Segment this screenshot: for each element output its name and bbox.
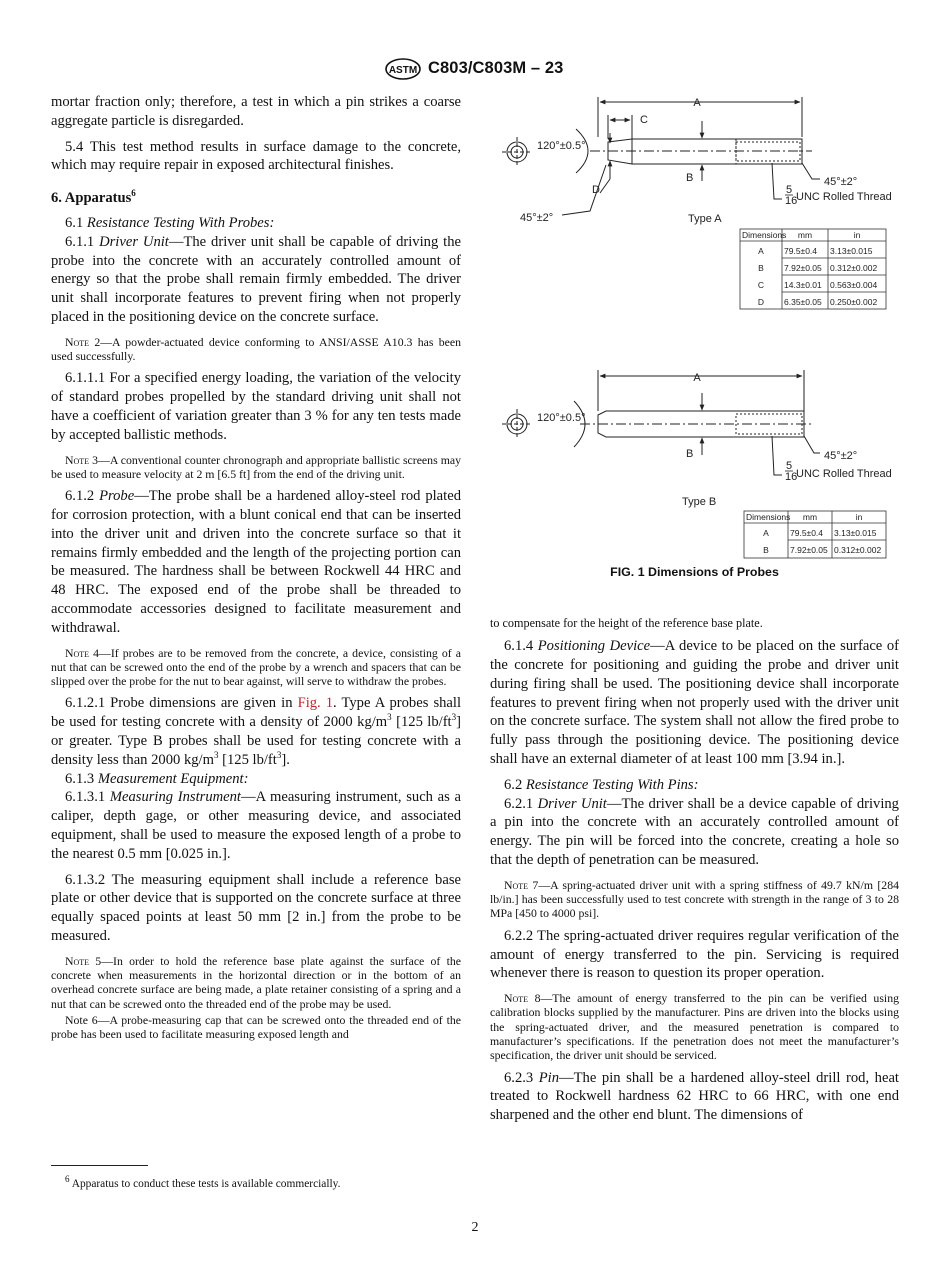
page-number: 2 [471, 1220, 479, 1235]
angle-label-120-a: 120°±0.5° [537, 140, 586, 152]
paragraph-6-1-1-1: 6.1.1.1 For a specified energy loading, the variation of the velocity of standard probes propelled by the standard driving unit shall not have a coefficient of variation greater than 3 % for any ten tests made by accepted ballistic methods. [51, 370, 461, 443]
section-6-heading: 6. Apparatus$^6$ [51, 188, 136, 207]
paragraph-6-1: 6.1 Resistance Testing With Probes: [65, 214, 275, 231]
paragraph-5-4: 5.4 This test method results in surface damage to the concrete, which may require repair in exposed architectural finishes. [51, 138, 461, 174]
angle-label-120-b: 120°±0.5° [537, 412, 586, 424]
svg-text:ASTM: ASTM [388, 65, 418, 76]
dim-label-b-b: B [686, 448, 694, 460]
thread-fraction-num-a: 5 [786, 184, 793, 196]
thread-label-b: UNC Rolled Thread [796, 468, 892, 480]
note-4: Note 4—If probes are to be removed from the concrete, a device, consisting of a nut that can be screwed onto the end of the probe by a wrench and spacers that can be slipped over the probe for the nut to bear against, will serve to withdraw the probes. [51, 645, 461, 689]
note-2: Note 2—A powder-actuated device conforming to ANSI/ASSE A10.3 has been used successfully. [51, 334, 461, 364]
svg-text:79.5±0.4: 79.5±0.4 [784, 246, 818, 256]
svg-text:A: A [763, 528, 769, 538]
paragraph-6-2-1: 6.2.1 Driver Unit—The driver shall be a device capable of driving a pin into the concrete with an accurately controlled amount of energy. The pin will be forced into the concrete, creating a hole so that the depth of penetration can be measured. [490, 795, 899, 869]
svg-text:6.35±0.05: 6.35±0.05 [784, 297, 822, 307]
paragraph-6-1-3-1: 6.1.3.1 Measuring Instrument—A measuring instrument, such as a caliper, depth gage, or other measuring device, and associated equipment, shall be used to measure the exposed length of a probe to the nearest 0.5 mm [0.025 in.]. [51, 789, 461, 862]
svg-text:3.13±0.015: 3.13±0.015 [830, 246, 873, 256]
svg-text:0.312±0.002: 0.312±0.002 [830, 263, 878, 273]
fig-1-link[interactable]: Fig. 1 [297, 695, 334, 712]
angle-label-45-b: 45°±2° [824, 450, 858, 462]
paragraph-6-1-3: 6.1.3 Measurement Equipment: [65, 770, 249, 787]
paragraph-6-2-2: 6.2.2 The spring-actuated driver requires regular verification of the amount of energy transferred to the pin. Servicing is required whenever there is reason to question its proper operation. [490, 927, 899, 982]
svg-text:Dimensions: Dimensions [746, 512, 791, 522]
note-8: Note 8—The amount of energy transferred to the pin can be verified using calibration blocks supplied by the manufacturer. Pins are driven into the blocks using the spring-actuated driver, and the measured penetration is compared to manufacturer’s specifications. If the penetration does not meet the manufacturer’s specification, the driver unit should be serviced. [490, 991, 899, 1063]
svg-text:14.3±0.01: 14.3±0.01 [784, 280, 822, 290]
type-a-dimensions-table [740, 229, 886, 309]
note-5: Note 5—In order to hold the reference base plate against the surface of the concrete when measurements in the horizontal direction or in the bottom of an overhead concrete surface are being made, a plate retainer consisting of a spring and a nut that can be screwed onto the threaded end of the probe may be used. [51, 953, 462, 1011]
svg-text:mm: mm [797, 230, 813, 240]
footnote-ref-6[interactable]: 6 [131, 188, 136, 199]
dim-label-b: B [686, 172, 694, 184]
footnote-6: $^6$ Apparatus to conduct these tests is available commercially. [65, 1174, 341, 1190]
type-b-label: Type B [682, 496, 717, 508]
thread-label-a: UNC Rolled Thread [796, 191, 892, 203]
svg-text:in: in [853, 230, 861, 240]
page-header [0, 58, 950, 82]
svg-text:D: D [757, 297, 765, 307]
svg-text:0.312±0.002: 0.312±0.002 [834, 545, 882, 555]
angle-label-45-right-a: 45°±2° [824, 176, 858, 188]
svg-text:Dimensions: Dimensions [742, 230, 787, 240]
paragraph-continuation-right: to compensate for the height of the reference base plate. [490, 616, 763, 630]
thread-fraction-num-b: 5 [786, 460, 793, 472]
thread-fraction-den-b: 16 [785, 471, 798, 483]
svg-text:A: A [758, 246, 764, 256]
angle-label-45-left-a: 45°±2° [520, 212, 554, 224]
svg-text:B: B [758, 263, 764, 273]
dim-label-a-b: A [693, 372, 701, 384]
astm-logo-icon [384, 58, 422, 80]
svg-text:0.250±0.002: 0.250±0.002 [830, 297, 878, 307]
note-3: Note 3—A conventional counter chronograph and appropriate ballistic screens may be used to measure velocity at 2 m [6.5 ft] from the end of the driving unit. [51, 452, 462, 481]
paragraph-6-1-3-2: 6.1.3.2 The measuring equipment shall include a reference base plate or other device that is supported on the concrete surface at three equally spaced points at least 50 mm [2 in.] from the probe to be measured. [51, 871, 461, 944]
figure-1 [490, 93, 899, 593]
note-7: Note 7—A spring-actuated driver unit with a spring stiffness of 49.7 kN/m [284 lb/in.] has been successfully used to test concrete with strength in the range of 3 to 28 MPa [450 to 4000 psi]. [490, 877, 900, 921]
thread-fraction-den-a: 16 [785, 195, 798, 207]
figure-1-caption: FIG. 1 Dimensions of Probes [610, 565, 779, 579]
paragraph-6-2-3: 6.2.3 Pin—The pin shall be a hardened alloy-steel drill rod, heat treated to Rockwell hardness 62 HRC to 66 HRC, with one end sharpened and the other end blunt. The dimensions of [490, 1069, 899, 1124]
footnote-divider [51, 1165, 148, 1166]
paragraph-6-1-4: 6.1.4 Positioning Device—A device to be placed on the surface of the concrete for positioning and guiding the probe and driver unit during firing shall be used. The positioning device shall incorporate features to prevent firing when not properly used with the driver unit on the concrete surface. The system shall not allow the fired probe to fully pass through the positioning device. The positioning device shall have an external diameter of at least 100 mm [3.94 in.]. [490, 638, 899, 768]
svg-text:3.13±0.015: 3.13±0.015 [834, 528, 877, 538]
svg-text:B: B [763, 545, 769, 555]
type-b-dimensions-table [744, 511, 886, 558]
paragraph-6-1-2-1: 6.1.2.1 Probe dimensions are given in Fig. 1. Type A probes shall be used for testing concrete with a density of 2000 $kg/m^3$ [125 $lb/ft^3$] or greater. Type B probes shall be used for testing concrete with a density less than 2000 $kg/m^3$ [125 $lb/ft^3$]. [51, 695, 462, 768]
paragraph-continuation: mortar fraction only; therefore, a test in which a pin strikes a coarse aggregate particle is disregarded. [51, 94, 461, 129]
svg-text:0.563±0.004: 0.563±0.004 [830, 280, 878, 290]
note-6: Note 6—A probe-measuring cap that can be screwed onto the threaded end of the probe has been used to facilitate measuring exposed length and [51, 1012, 461, 1042]
paragraph-6-1-2: 6.1.2 Probe—The probe shall be a hardened alloy-steel rod plated for corrosion protection, with a blunt conical end that can be inserted into the driver unit and driven into the concrete surface so that it remains firmly embedded and the length of the projecting portion can be measured. The hardness shall be between Rockwell 44 HRC and 48 HRC. The exposed end of the probe shall be threaded to accommodate accessories designed to facilitate measurement and withdrawal. [51, 488, 461, 636]
svg-text:in: in [855, 512, 863, 522]
dim-label-d: D [592, 184, 600, 196]
standard-designation: C803/C803M – 23 [428, 59, 564, 77]
svg-text:7.92±0.05: 7.92±0.05 [790, 545, 828, 555]
paragraph-6-2: 6.2 Resistance Testing With Pins: [504, 776, 699, 793]
right-column [490, 616, 899, 1125]
svg-text:mm: mm [802, 512, 818, 522]
dim-label-a: A [693, 97, 701, 109]
svg-text:C: C [757, 280, 765, 290]
probe-type-a-drawing [502, 97, 820, 215]
svg-text:7.92±0.05: 7.92±0.05 [784, 263, 822, 273]
type-a-label: Type A [688, 213, 722, 225]
dim-label-c: C [640, 114, 648, 126]
svg-text:79.5±0.4: 79.5±0.4 [790, 528, 824, 538]
paragraph-6-1-1: 6.1.1 Driver Unit—The driver unit shall be capable of driving the probe into the concrete with an accurately controlled amount of energy so that the probe shall remain firmly embedded. The driver unit shall incorporate features to prevent firing when not properly placed in the positioning device on the concrete surface. [51, 233, 461, 325]
left-column [51, 93, 461, 1042]
